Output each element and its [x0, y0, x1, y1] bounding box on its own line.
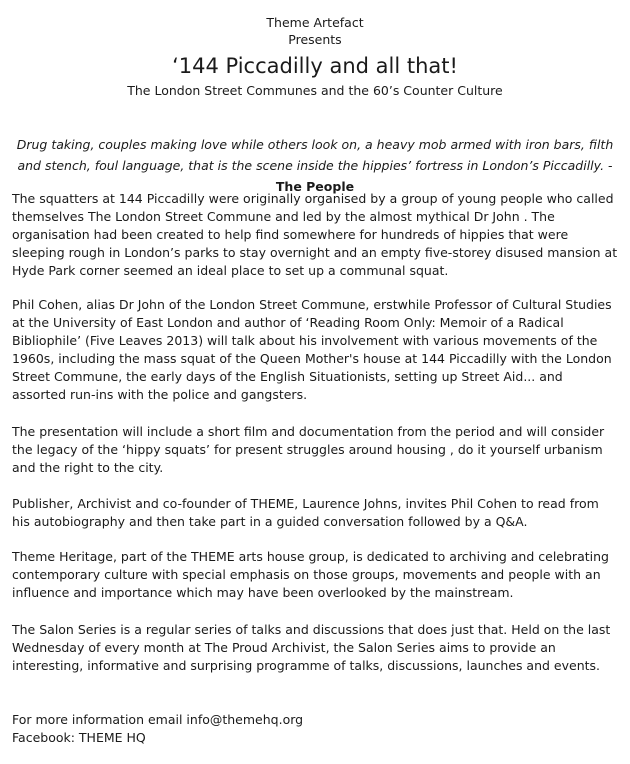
paragraph-theme-heritage: Theme Heritage, part of the THEME arts house group, is dedicated to archiving and celebrating contemporary culture with special emphasis on those groups, movements and people with an influence and importance which may have been overlooked by the mainstream. [12, 549, 609, 600]
page-title: ‘144 Piccadilly and all that! [172, 54, 458, 78]
presents-line: Presents [288, 32, 342, 47]
paragraph-publisher: Publisher, Archivist and co-founder of THEME, Laurence Johns, invites Phil Cohen to read from his autobiography and then take part in a guided conversation followed by a Q&A. [12, 496, 599, 529]
quote-text: Drug taking, couples making love while others look on, a heavy mob armed with iron bars, filth and stench, foul language, that is the scene inside the hippies’ fortress in London’s Piccadilly. [16, 137, 614, 173]
paragraph-phil-cohen: Phil Cohen, alias Dr John of the London Street Commune, erstwhile Professor of Cultural Studies at the University of East London and author of ‘Reading Room Only: Memoir of a Radical Bibliophile’ (Five Leaves 2013) will talk about his involvement with various movements of the 1960s, including the mass squat of the Queen Mother's house at 144 Piccadilly with the London Street Commune, the early days of the English Situationists, setting up Street Aid... and assorted run-ins with the police and gangsters. [12, 297, 612, 402]
quote-source: The People [275, 179, 355, 194]
contact-email-line: For more information email info@themehq.org [12, 712, 304, 727]
quote-separator: - [604, 158, 613, 173]
paragraph-salon-series: The Salon Series is a regular series of talks and discussions that does just that. Held on the last Wednesday of every month at The Proud Archivist, the Salon Series aims to provide an interesting, informative and surprising programme of talks, discussions, launches and events. [12, 622, 611, 673]
page-subtitle: The London Street Communes and the 60’s Counter Culture [127, 83, 503, 98]
paragraph-presentation: The presentation will include a short film and documentation from the period and will consider the legacy of the ‘hippy squats’ for present struggles around housing , do it yourself urbanism and the right to the city. [12, 424, 605, 475]
press-quote [12, 134, 618, 197]
organisation-name: Theme Artefact [266, 15, 364, 30]
contact-facebook-line: Facebook: THEME HQ [12, 730, 146, 745]
paragraph-squatters: The squatters at 144 Piccadilly were originally organised by a group of young people who called themselves The London Street Commune and led by the almost mythical Dr John . The organisation had been created to help find somewhere for hundreds of hippies that were sleeping rough in London’s parks to stay overnight and an empty five-storey disused mansion at Hyde Park corner seemed an ideal place to set up a communal squat. [12, 191, 618, 278]
